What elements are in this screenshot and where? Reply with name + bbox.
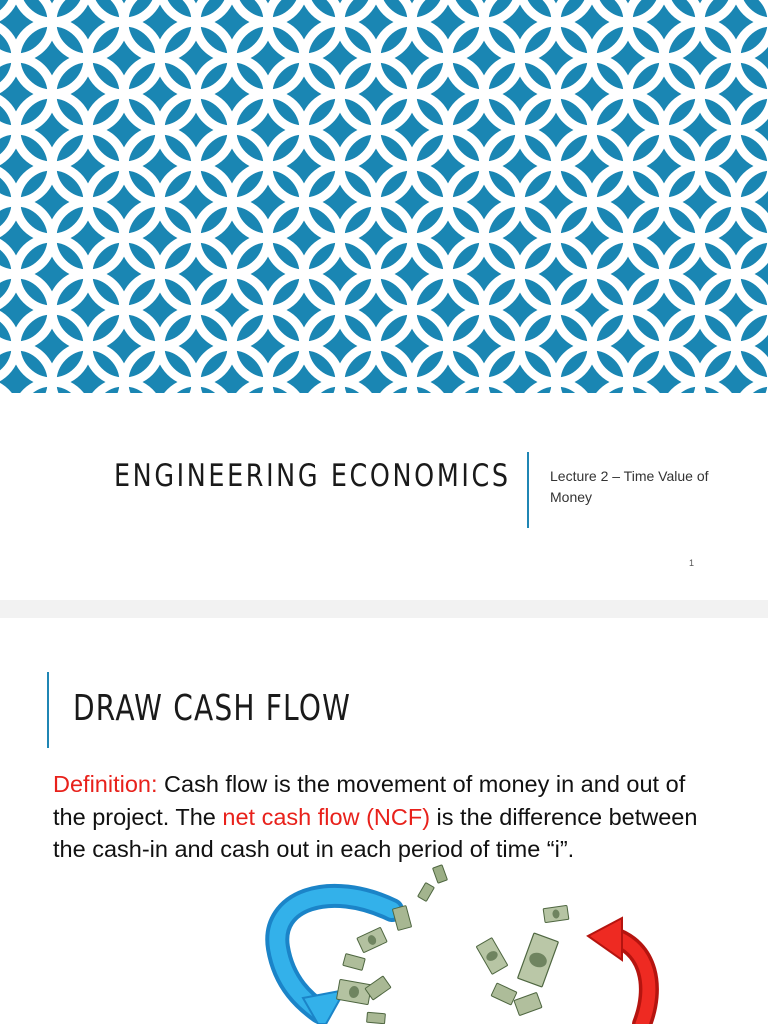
content-slide (0, 618, 768, 1024)
title-accent-line (47, 672, 49, 748)
definition-label: Definition: (53, 771, 158, 797)
title-divider (527, 452, 529, 528)
definition-text-part1: Cash flow is the movement of money in and out of the project. The (53, 771, 686, 830)
circle-lattice-pattern-icon (0, 0, 768, 393)
slide-separator (0, 600, 768, 618)
page-number: 1 (689, 558, 695, 568)
blue-curved-arrow-icon (277, 896, 392, 1024)
red-curved-arrow-icon (588, 918, 649, 1024)
definition-text-part2: is the difference between the cash-in and cash out in each period of time “i”. (53, 803, 698, 862)
definition-paragraph (53, 768, 713, 866)
decorative-pattern-banner (0, 0, 768, 393)
flying-money-icon (337, 865, 569, 1024)
slide-title: DRAW CASH FLOW (73, 688, 352, 729)
slide-subtitle: Lecture 2 – Time Value of Money (550, 468, 709, 505)
slide-title: ENGINEERING ECONOMICS (114, 458, 511, 494)
ncf-highlight: net cash flow (NCF) (222, 803, 431, 830)
